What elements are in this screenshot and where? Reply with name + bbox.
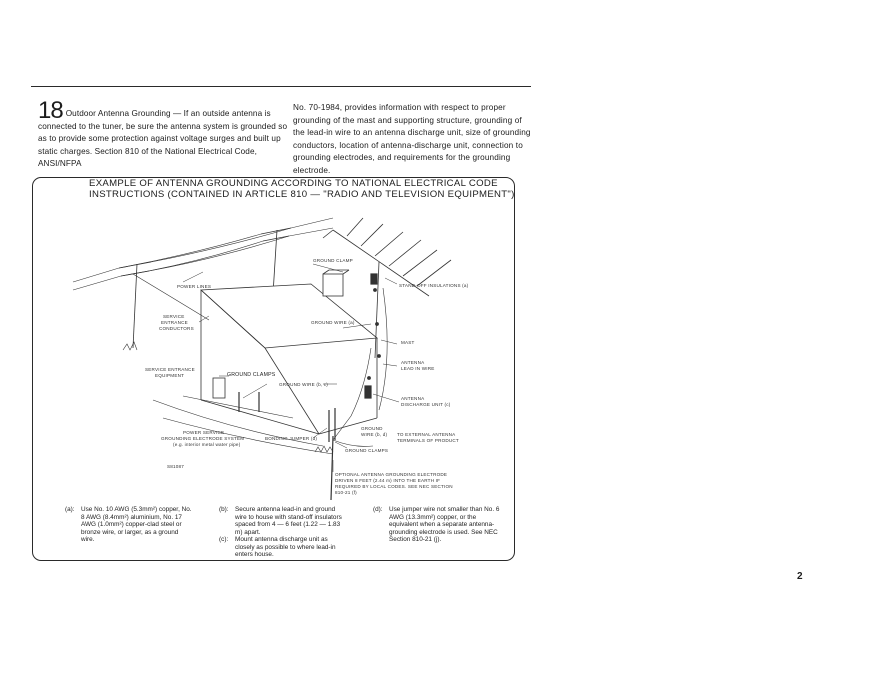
label-power-service-1: POWER SERVICE xyxy=(183,430,225,435)
label-optional-electrode-1: OPTIONAL ANTENNA GROUNDING ELECTRODE xyxy=(335,472,448,477)
label-discharge-unit-2: DISCHARGE UNIT (c) xyxy=(401,402,451,407)
label-optional-electrode-3: REQUIRED BY LOCAL CODES. SEE NEC SECTION xyxy=(335,484,453,489)
footnote-d-tag: (d): xyxy=(373,506,383,513)
footnote-b-text: Secure antenna lead-in and ground wire to house with stand-off insulators spaced from 4 — 6 feet (1.22 — 1.83 m) apart. xyxy=(235,506,342,536)
label-service-equipment-2: EQUIPMENT xyxy=(155,373,185,378)
footnote-a xyxy=(65,506,193,544)
footnote-d xyxy=(373,506,505,544)
footnote-a-text: Use No. 10 AWG (5.3mm²) copper, No. 8 AWG (8.4mm²) aluminium, No. 17 AWG (1.0mm²) copper-clad steel or bronze wire, or larger, as a ground wire. xyxy=(81,506,192,544)
intro-left-column xyxy=(38,97,288,171)
footnote-c-tag: (c): xyxy=(219,536,229,543)
label-ground-wire-d-2: WIRE (b, d) xyxy=(361,432,388,437)
label-ground-clamp: GROUND CLAMP xyxy=(313,258,353,263)
label-service-entrance-1: SERVICE xyxy=(163,314,185,319)
intro-left-text: Outdoor Antenna Grounding — If an outside antenna is connected to the tuner, be sure the antenna system is grounded so as to provide some protection against voltage surges and built up static charges. Section 810 of the National Electrical Code, ANSI/NFPA xyxy=(38,109,288,169)
footnote-c xyxy=(219,536,345,559)
grounding-figure-panel xyxy=(32,177,515,561)
label-discharge-unit-1: ANTENNA xyxy=(401,396,425,401)
section-number: 18 xyxy=(38,97,63,124)
antenna-grounding-diagram xyxy=(33,178,514,560)
label-mast: MAST xyxy=(401,340,415,345)
label-optional-electrode-2: DRIVEN 8 FEET (2.44 m) INTO THE EARTH IF xyxy=(335,478,441,483)
label-figure-code: S81087 xyxy=(167,464,185,469)
footnote-a-tag: (a): xyxy=(65,506,75,513)
utility-pole-right xyxy=(261,228,291,294)
label-service-entrance-3: CONDUCTORS xyxy=(159,326,194,331)
label-service-equipment-1: SERVICE ENTRANCE xyxy=(145,367,195,372)
label-external-terminals-2: TERMINALS OF PRODUCT xyxy=(397,438,459,443)
footnote-b-tag: (b): xyxy=(219,506,229,513)
label-service-entrance-2: ENTRANCE xyxy=(161,320,188,325)
footnote-c-text: Mount antenna discharge unit as closely as possible to where lead-in enters house. xyxy=(235,536,336,559)
top-rule xyxy=(31,86,531,87)
label-antenna-lead-in-2: LEAD IN WIRE xyxy=(401,366,435,371)
intro-right-column: No. 70-1984, provides information with respect to proper grounding of the mast and supporting structure, grounding of the lead-in wire to an antenna discharge unit, size of grounding conductors, location of antenna-discharge unit, connection to grounding electrodes, and requirements for the grounding electrode. xyxy=(293,103,531,175)
label-antenna-lead-in-1: ANTENNA xyxy=(401,360,425,365)
footnote-d-text: Use jumper wire not smaller than No. 6 AWG (13.3mm²) copper, or the equivalent when a separate antenna-grounding electrode is used. See NEC Section 810-21 (j). xyxy=(389,506,500,544)
label-ground-clamps-upper: GROUND CLAMPS xyxy=(227,372,276,378)
label-power-lines: POWER LINES xyxy=(177,284,212,289)
label-external-terminals-1: TO EXTERNAL ANTENNA xyxy=(397,432,456,437)
page-number: 2 xyxy=(797,571,803,582)
label-ground-wire-a: GROUND WIRE (a) xyxy=(311,320,355,325)
figure-title-line-2: INSTRUCTIONS (CONTAINED IN ARTICLE 810 — "RADIO AND TELEVISION EQUIPMENT") xyxy=(89,189,515,200)
footnote-b xyxy=(219,506,345,536)
label-ground-wire-bc: GROUND WIRE (b, c) xyxy=(279,382,329,387)
label-optional-electrode-4: 810-21 (f) xyxy=(335,490,357,495)
label-standoff-insulations: STAND-OFF INSULATIONS (a) xyxy=(399,283,469,288)
label-ground-wire-d-1: GROUND xyxy=(361,426,383,431)
label-bonding-jumper: BONDING JUMPER (d) xyxy=(265,436,318,441)
label-power-service-2: GROUNDING ELECTRODE SYSTEM xyxy=(161,436,245,441)
label-power-service-3: (e.g. interior metal water pipe) xyxy=(173,442,241,447)
figure-title-line-1: EXAMPLE OF ANTENNA GROUNDING ACCORDING TO NATIONAL ELECTRICAL CODE xyxy=(89,178,498,189)
label-ground-clamps-lower: GROUND CLAMPS xyxy=(345,448,389,453)
